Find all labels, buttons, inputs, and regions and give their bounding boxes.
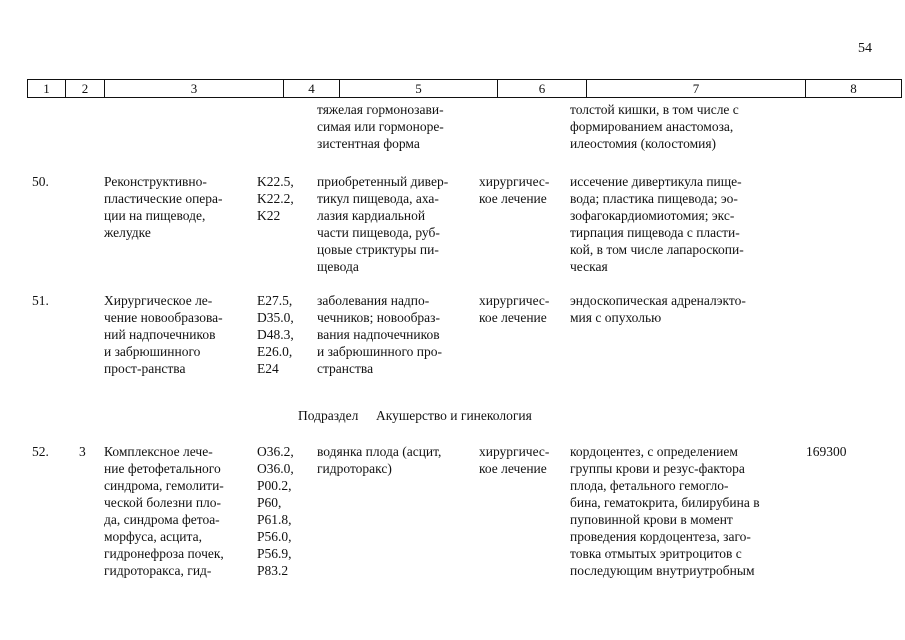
patient-model: заболевания надпо- чечников; новообраз- вания надпочечников и забрюшинного про- странства	[317, 293, 442, 376]
column-number-3: 3	[105, 80, 284, 98]
column-number-7: 7	[587, 80, 806, 98]
group-number: 3	[79, 444, 86, 459]
treatment-method: иссечение дивертикула пище- вода; пластика пищевода; эо- зофагокардиомиотомия; экс- тирпация пищевода с пласти- кой, в том числе лапароскопи- ческая	[570, 174, 744, 274]
treatment-method: эндоскопическая адреналэкто- мия с опухолью	[570, 293, 746, 325]
subsection-label: Подраздел	[298, 408, 359, 423]
page-number: 54	[858, 41, 872, 56]
patient-model: приобретенный дивер- тикул пищевода, аха- лазия кардиальной части пищевода, руб- цовые стриктуры пи- щевода	[317, 174, 449, 274]
treatment-type: хирургичес- кое лечение	[479, 174, 550, 206]
continuation-method	[570, 101, 775, 152]
subsection-title: Акушерство и гинекология	[376, 408, 532, 423]
column-number-5: 5	[340, 80, 498, 98]
row-number: 51.	[32, 293, 49, 308]
column-number-2: 2	[66, 80, 105, 98]
row-number: 50.	[32, 174, 49, 189]
column-number-4: 4	[284, 80, 340, 98]
treatment-type: хирургичес- кое лечение	[479, 293, 550, 325]
column-number-8: 8	[806, 80, 902, 98]
icd-codes: O36.2, O36.0, P00.2, P60, P61.8, P56.0, P56.9, P83.2	[257, 444, 294, 578]
continuation-method-text: толстой кишки, в том числе с формированием анастомоза, илеостомия (колостомия)	[570, 102, 739, 151]
treatment-type: хирургичес- кое лечение	[479, 444, 550, 476]
technology-name: Реконструктивно- пластические опера- ции на пищеводе, желудке	[104, 174, 223, 240]
icd-codes: K22.5, K22.2, K22	[257, 174, 294, 223]
technology-name: Хирургическое ле- чение новообразова- ний надпочечников и забрюшинного прост-ранства	[104, 293, 223, 376]
column-header-row	[27, 79, 902, 98]
row-number: 52.	[32, 444, 49, 459]
technology-name: Комплексное лече- ние фетофетального синдрома, гемолити- ческой болезни пло- да, синдрома фетоа- морфуса, асцита, гидронефроза почек, гидроторакса, гид-	[104, 444, 224, 578]
funding-standard: 169300	[806, 444, 847, 459]
icd-codes: E27.5, D35.0, D48.3, E26.0, E24	[257, 293, 294, 376]
column-number-6: 6	[498, 80, 587, 98]
treatment-method: кордоцентез, с определением группы крови и резус-фактора плода, фетального гемогло- бина, гематокрита, билирубина в пуповинной крови в момент проведения кордоцентеза, заго- товка отмытых эритроцитов с последующим внутриутробным	[570, 444, 760, 578]
column-number-1: 1	[28, 80, 66, 98]
patient-model: водянка плода (асцит, гидроторакс)	[317, 444, 442, 476]
continuation-model-text: тяжелая гормонозави- симая или гормоноре- зистентная форма	[317, 102, 444, 151]
continuation-disease-model	[317, 101, 465, 152]
